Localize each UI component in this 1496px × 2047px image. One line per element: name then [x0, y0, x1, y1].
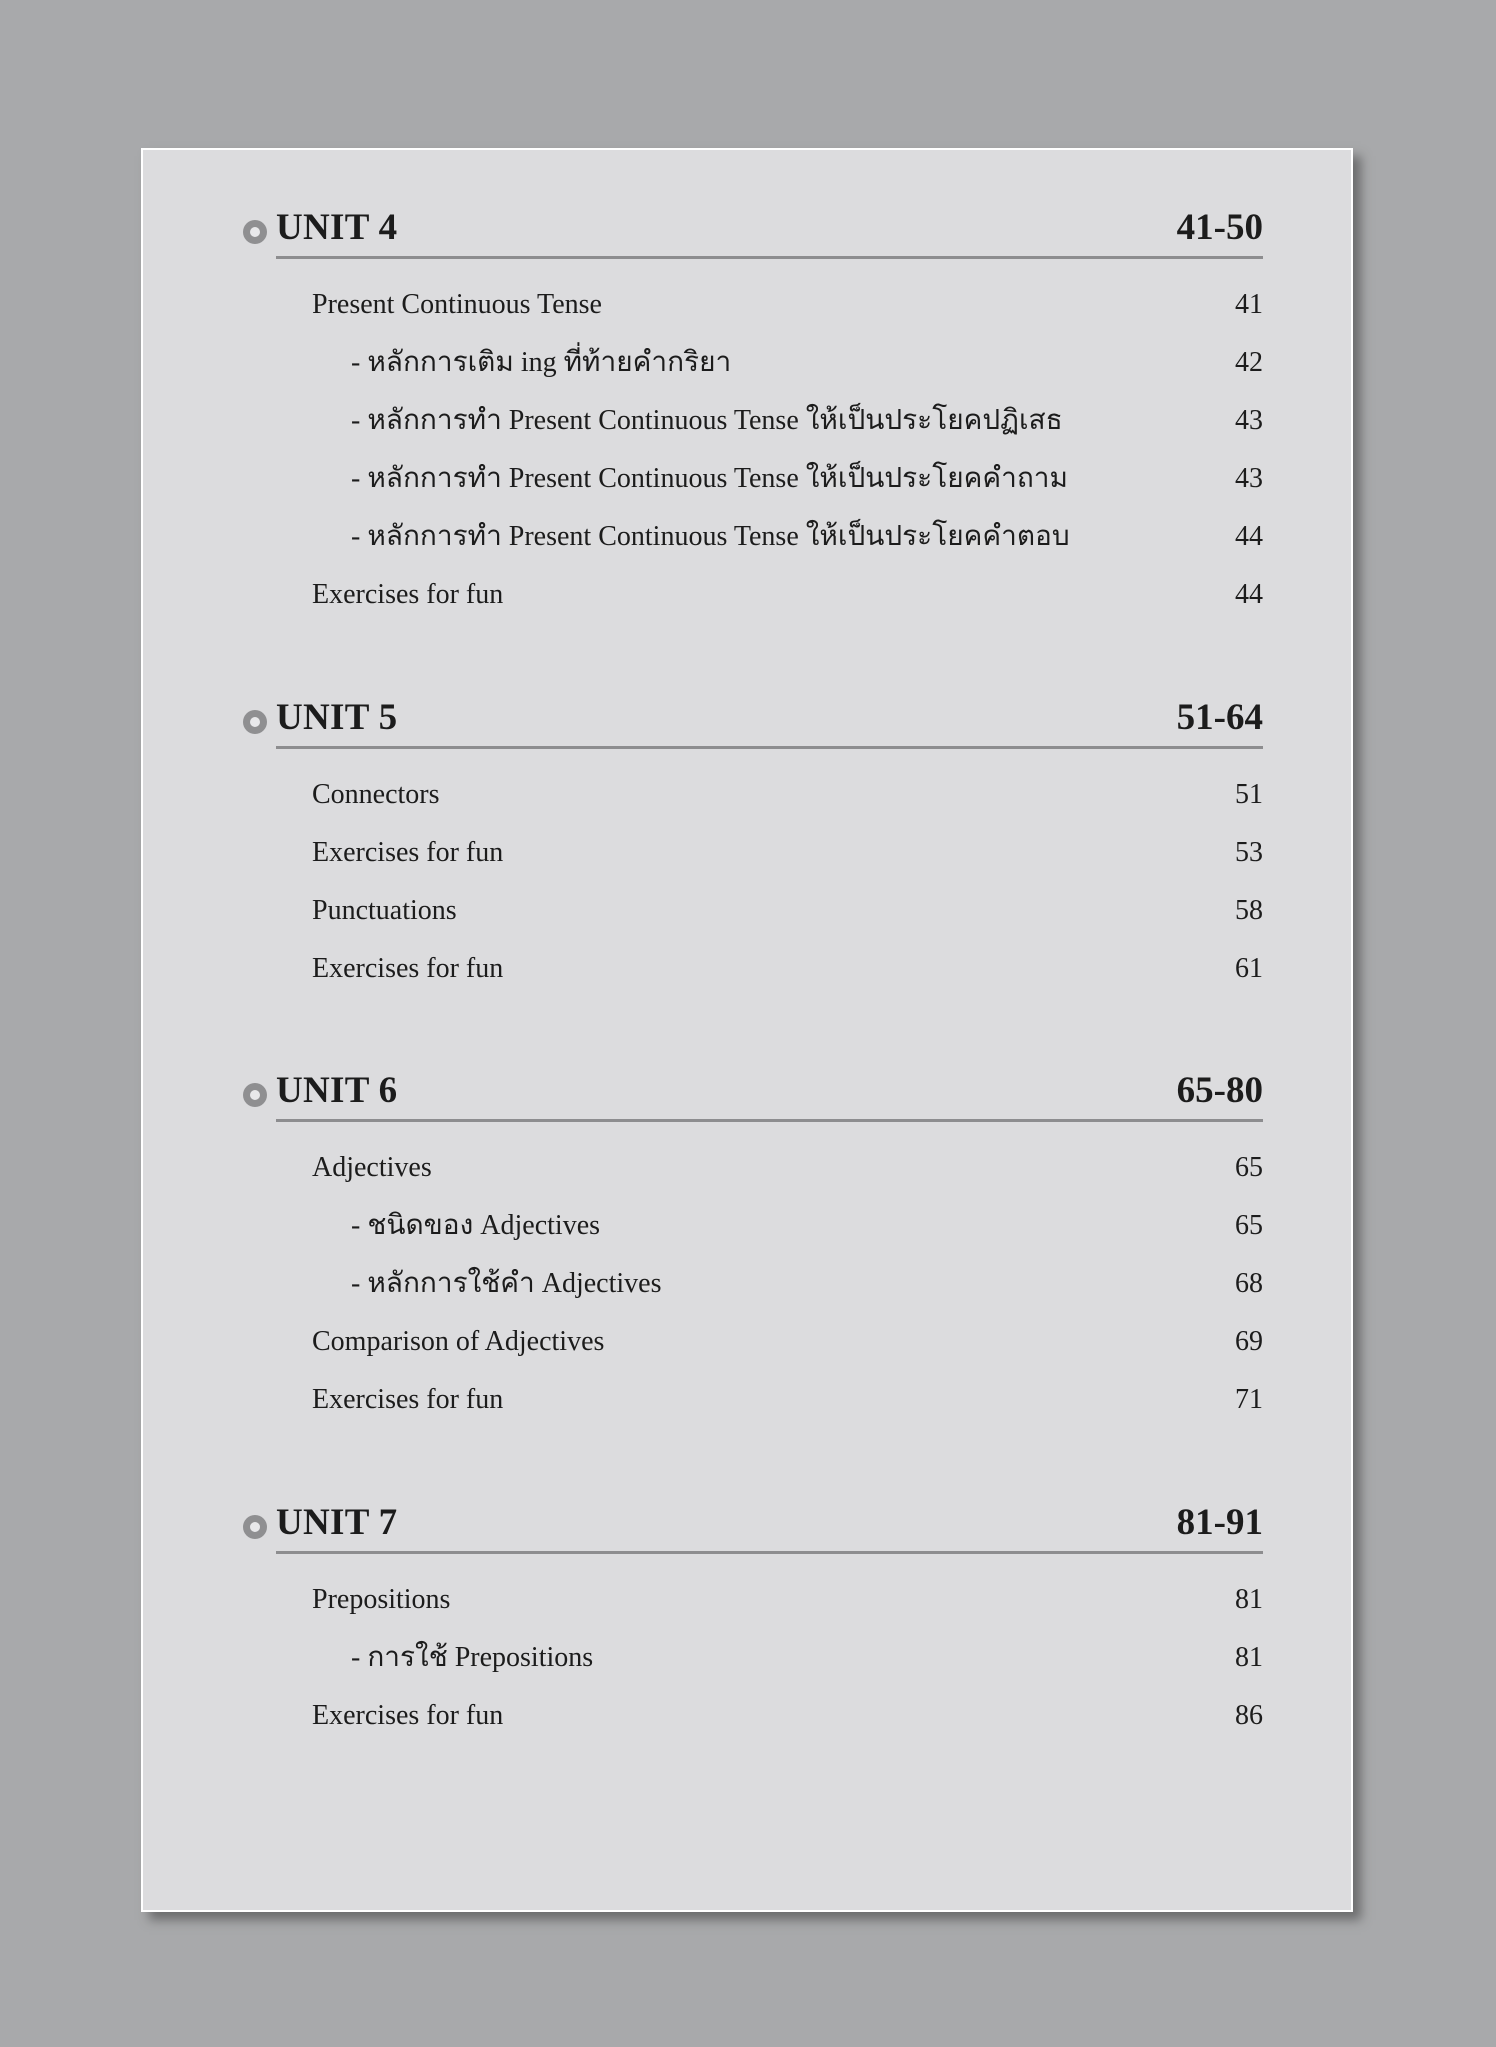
bullet-circle-icon — [243, 220, 267, 244]
entry-page: 43 — [1235, 405, 1263, 436]
entry-page: 68 — [1235, 1268, 1263, 1299]
unit-page-range: 41-50 — [1176, 207, 1263, 248]
entry-label: Exercises for fun — [312, 1384, 504, 1415]
entry-page: 44 — [1235, 579, 1263, 610]
unit-header — [243, 690, 1263, 748]
divider — [276, 256, 1263, 259]
unit-title: UNIT 7 — [276, 1502, 398, 1543]
entry-label: Exercises for fun — [312, 953, 504, 984]
entry-label: Present Continuous Tense — [312, 289, 602, 320]
entry-label: - หลักการทำ Present Continuous Tense ให้เป็นประโยคคำถาม — [351, 463, 1068, 494]
unit-title: UNIT 6 — [276, 1070, 398, 1111]
unit-title: UNIT 4 — [276, 207, 398, 248]
entry-label: Comparison of Adjectives — [312, 1326, 605, 1357]
entry-page: 53 — [1235, 837, 1263, 868]
unit-page-range: 65-80 — [1176, 1070, 1263, 1111]
entry-label: - หลักการทำ Present Continuous Tense ให้เป็นประโยคคำตอบ — [351, 521, 1070, 552]
entry-label: Prepositions — [312, 1584, 451, 1615]
unit-section-6 — [243, 1063, 1263, 1429]
entry-label: Punctuations — [312, 895, 457, 926]
entry-page: 58 — [1235, 895, 1263, 926]
toc-entry — [243, 1313, 1263, 1371]
toc-entry — [243, 940, 1263, 998]
bullet-circle-icon — [243, 1515, 267, 1539]
entry-label: - ชนิดของ Adjectives — [351, 1210, 601, 1241]
toc-entry — [243, 1139, 1263, 1197]
unit-section-7 — [243, 1495, 1263, 1745]
toc-entry — [243, 766, 1263, 824]
toc-subentry — [243, 450, 1263, 508]
entry-page: 81 — [1235, 1642, 1263, 1673]
entry-page: 61 — [1235, 953, 1263, 984]
unit-section-5 — [243, 690, 1263, 998]
toc-subentry — [243, 392, 1263, 450]
entry-page: 69 — [1235, 1326, 1263, 1357]
entry-page: 86 — [1235, 1700, 1263, 1731]
entry-label: - หลักการเติม ing ที่ท้ายคำกริยา — [351, 347, 732, 378]
entry-page: 44 — [1235, 521, 1263, 552]
unit-header — [243, 1063, 1263, 1121]
unit-section-4 — [243, 200, 1263, 624]
entry-label: Exercises for fun — [312, 1700, 504, 1731]
toc-subentry — [243, 508, 1263, 566]
entry-page: 81 — [1235, 1584, 1263, 1615]
toc-subentry — [243, 1255, 1263, 1313]
toc-entry — [243, 276, 1263, 334]
unit-page-range: 51-64 — [1176, 697, 1263, 738]
unit-page-range: 81-91 — [1176, 1502, 1263, 1543]
entry-label: Connectors — [312, 779, 440, 810]
entry-page: 42 — [1235, 347, 1263, 378]
divider — [276, 1551, 1263, 1554]
bullet-circle-icon — [243, 1083, 267, 1107]
toc-entry — [243, 882, 1263, 940]
toc-entry — [243, 824, 1263, 882]
divider — [276, 746, 1263, 749]
entry-label: Adjectives — [312, 1152, 432, 1183]
toc-page — [141, 148, 1353, 1912]
entry-page: 71 — [1235, 1384, 1263, 1415]
bullet-circle-icon — [243, 710, 267, 734]
unit-header — [243, 1495, 1263, 1553]
entry-label: - การใช้ Prepositions — [351, 1642, 594, 1673]
toc-entry — [243, 1687, 1263, 1745]
toc-entry — [243, 1371, 1263, 1429]
entry-page: 65 — [1235, 1152, 1263, 1183]
entry-page: 43 — [1235, 463, 1263, 494]
toc-subentry — [243, 1629, 1263, 1687]
entry-label: - หลักการใช้คำ Adjectives — [351, 1268, 662, 1299]
toc-entry — [243, 566, 1263, 624]
toc-subentry — [243, 1197, 1263, 1255]
entry-page: 41 — [1235, 289, 1263, 320]
unit-title: UNIT 5 — [276, 697, 398, 738]
entry-label: - หลักการทำ Present Continuous Tense ให้เป็นประโยคปฏิเสธ — [351, 405, 1063, 436]
toc-entry — [243, 1571, 1263, 1629]
divider — [276, 1119, 1263, 1122]
entry-label: Exercises for fun — [312, 837, 504, 868]
entry-page: 51 — [1235, 779, 1263, 810]
entry-page: 65 — [1235, 1210, 1263, 1241]
entry-label: Exercises for fun — [312, 579, 504, 610]
toc-subentry — [243, 334, 1263, 392]
unit-header — [243, 200, 1263, 258]
